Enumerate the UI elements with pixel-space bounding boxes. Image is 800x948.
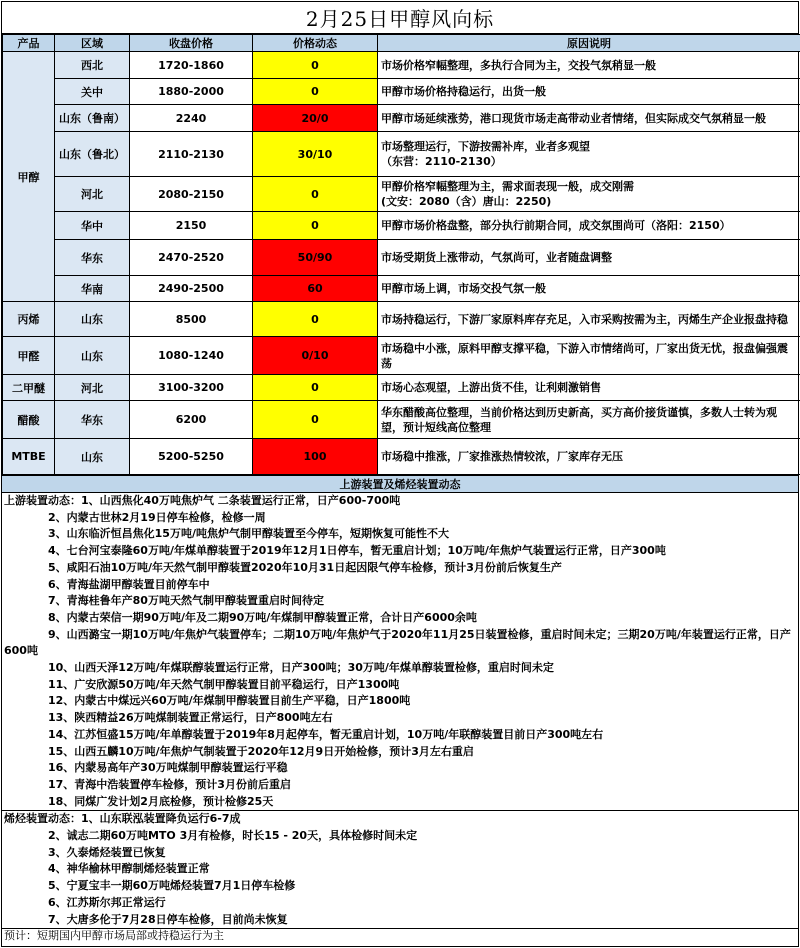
table-row [3,401,800,439]
price-cell: 8500 [130,302,253,337]
price-cell: 2110-2130 [130,132,253,177]
list-item: 2、内蒙古世林2月19日停车检修，检修一周 [48,510,266,524]
list-item: 15、山西五麟10万吨/年焦炉气制装置于2020年12月9日开始检修，预计3月左右重启 [48,744,474,758]
price-move-cell: 60 [253,276,378,302]
table-row [3,439,800,475]
region-cell: 华中 [55,212,130,240]
header-price-move: 价格动态 [253,35,378,52]
reason-cell: 市场稳中推涨，厂家推涨热情较浓，厂家库存无压 [378,439,800,475]
report-sheet [1,1,799,947]
price-cell: 2240 [130,105,253,132]
header-product: 产品 [3,35,55,52]
product-cell-methanol: 甲醇 [3,52,55,302]
price-move-cell: 0 [253,177,378,212]
price-move-cell: 0 [253,302,378,337]
list-item: 烯烃装置动态：1、山东联泓装置降负运行6-7成 [4,812,241,826]
report-title: 2月25日甲醇风向标 [2,2,798,34]
price-move-cell: 30/10 [253,132,378,177]
reason-cell: 甲醇市场上调，市场交投气氛一般 [378,276,800,302]
region-cell: 山东 [55,439,130,475]
list-item: 4、七台河宝泰隆60万吨/年煤单醇装置于2019年12月1日停车，暂无重启计划；10万吨/年焦炉气装置运行正常，日产300吨 [48,544,666,558]
reason-cell [378,177,800,212]
product-cell-formaldehyde: 甲醛 [3,337,55,375]
price-move-cell: 0 [253,401,378,439]
reason-note: （东营：2110-2130） [381,155,502,168]
list-item: 6、青海盐湖甲醇装置目前停车中 [48,577,210,591]
list-item: 6、江苏斯尔邦正常运行 [48,895,166,909]
table-row [3,105,800,132]
price-move-cell: 20/0 [253,105,378,132]
table-row [3,212,800,240]
list-item: 9、山西潞宝一期10万吨/年焦炉气装置停车；二期10万吨/年焦炉气于2020年11月25日装置检修，重启时间未定；三期20万吨/年装置运行正常，日产600吨 [4,627,791,658]
price-cell: 2150 [130,212,253,240]
price-move-cell: 0/10 [253,337,378,375]
region-cell: 河北 [55,375,130,401]
table-row [3,132,800,177]
header-close-price: 收盘价格 [130,35,253,52]
region-cell: 山东（鲁北） [55,132,130,177]
reason-cell: 市场持稳运行，下游厂家原料库存充足，入市采购按需为主，丙烯生产企业报盘持稳 [378,302,800,337]
upstream-block [2,493,798,810]
table-row [3,52,800,79]
region-cell: 华东 [55,240,130,276]
list-item: 8、内蒙古荣信一期90万吨/年及二期90万吨/年煤制甲醇装置正常，合计日产6000余吨 [48,610,477,624]
list-item: 10、山西天泽12万吨/年煤联醇装置运行正常，日产300吨；30万吨/年煤单醇装置检修，重启时间未定 [48,661,554,675]
price-cell: 5200-5250 [130,439,253,475]
list-item: 3、山东临沂恒昌焦化15万吨/吨焦炉气制甲醇装置至今停车，短期恢复可能性不大 [48,527,449,541]
reason-cell: 甲醇市场价格持稳运行，出货一般 [378,79,800,105]
reason-text: 甲醇价格窄幅整理为主，需求面表现一般，成交刚需 [381,180,634,193]
reason-cell: 市场受期货上涨带动，气氛尚可，业者随盘调整 [378,240,800,276]
table-row [3,337,800,375]
list-item: 2、诚志二期60万吨MTO 3月有检修，时长15 - 20天，具体检修时间未定 [48,829,418,843]
price-cell: 2470-2520 [130,240,253,276]
table-row [3,79,800,105]
list-item: 18、同煤广发计划2月底检修，预计检修25天 [48,794,274,808]
region-cell: 河北 [55,177,130,212]
product-cell-dme: 二甲醚 [3,375,55,401]
region-cell: 西北 [55,52,130,79]
table-row [3,302,800,337]
reason-note: (文安：2080（含）唐山：2250) [381,195,552,208]
reason-cell: 市场价格窄幅整理，多执行合同为主，交投气氛稍显一般 [378,52,800,79]
price-move-cell: 0 [253,212,378,240]
list-item: 上游装置动态：1、山西焦化40万吨焦炉气 二条装置运行正常，日产600-700吨 [4,494,401,507]
price-cell: 3100-3200 [130,375,253,401]
reason-text: 市场整理运行，下游按需补库，业者多观望 [381,140,590,153]
price-move-cell: 0 [253,79,378,105]
region-cell: 华南 [55,276,130,302]
table-header-row [3,35,800,52]
price-cell: 2490-2500 [130,276,253,302]
price-table [2,34,800,475]
header-reason: 原因说明 [378,35,800,52]
list-item: 4、神华榆林甲醇制烯烃装置正常 [48,862,210,876]
list-item: 7、大唐多伦于7月28日停车检修，目前尚未恢复 [48,912,288,926]
region-cell: 关中 [55,79,130,105]
region-cell: 山东 [55,302,130,337]
table-row [3,375,800,401]
list-item: 5、宁夏宝丰一期60万吨烯烃装置7月1日停车检修 [48,879,296,893]
region-cell: 山东 [55,337,130,375]
reason-cell [378,132,800,177]
list-item: 13、陕西精益26万吨煤制装置正常运行，日产800吨左右 [48,711,333,725]
reason-cell: 市场心态观望，上游出货不佳，让利刺激销售 [378,375,800,401]
list-item: 14、江苏恒盛15万吨/年单醇装置于2019年8月起停车，暂无重启计划，10万吨/年联醇装置目前日产300吨左右 [48,727,604,741]
list-item: 3、久泰烯烃装置已恢复 [48,845,166,859]
reason-cell: 甲醇市场延续涨势，港口现货市场走高带动业者情绪，但实际成交气氛稍显一般 [378,105,800,132]
price-cell: 1880-2000 [130,79,253,105]
price-cell: 1080-1240 [130,337,253,375]
forecast-note: 预计：短期国内甲醇市场局部或持稳运行为主 [2,928,798,943]
upstream-section-title: 上游装置及烯烃装置动态 [2,475,798,493]
region-cell: 山东（鲁南） [55,105,130,132]
price-cell: 1720-1860 [130,52,253,79]
reason-cell: 甲醇市场价格盘整，部分执行前期合同，成交氛围尚可（洛阳：2150） [378,212,800,240]
table-row [3,177,800,212]
product-cell-mtbe: MTBE [3,439,55,475]
price-cell: 6200 [130,401,253,439]
list-item: 16、内蒙易高年产30万吨煤制甲醇装置运行平稳 [48,761,288,775]
table-row [3,240,800,276]
list-item: 5、咸阳石油10万吨/年天然气制甲醇装置2020年10月31日起因限气停车检修，预计3月份前后恢复生产 [48,560,562,574]
region-cell: 华东 [55,401,130,439]
list-item: 17、青海中浩装置停车检修，预计3月份前后重启 [48,777,291,791]
list-item: 11、广安欣源50万吨/年天然气制甲醇装置目前平稳运行，日产1300吨 [48,677,400,691]
product-cell-acetic-acid: 醋酸 [3,401,55,439]
olefin-lead: 烯烃装置动态： [4,812,81,826]
olefin-block [2,810,798,928]
list-item: 7、青海桂鲁年产80万吨天然气制甲醇装置重启时间待定 [48,594,324,608]
upstream-lead: 上游装置动态： [4,494,81,507]
header-region: 区域 [55,35,130,52]
price-move-cell: 0 [253,375,378,401]
reason-cell: 华东醋酸高位整理，当前价格达到历史新高，买方高价接货谨慎，多数人士转为观望，预计短线高位整理 [378,401,800,439]
reason-cell: 市场稳中小涨，原料甲醇支撑平稳，下游入市情绪尚可，厂家出货无忧，报盘偏强震荡 [378,337,800,375]
price-move-cell: 0 [253,52,378,79]
price-move-cell: 100 [253,439,378,475]
list-item: 12、内蒙古中煤远兴60万吨/年煤制甲醇装置目前生产平稳，日产1800吨 [48,694,411,708]
price-move-cell: 50/90 [253,240,378,276]
table-row [3,276,800,302]
price-cell: 2080-2150 [130,177,253,212]
product-cell-propylene: 丙烯 [3,302,55,337]
